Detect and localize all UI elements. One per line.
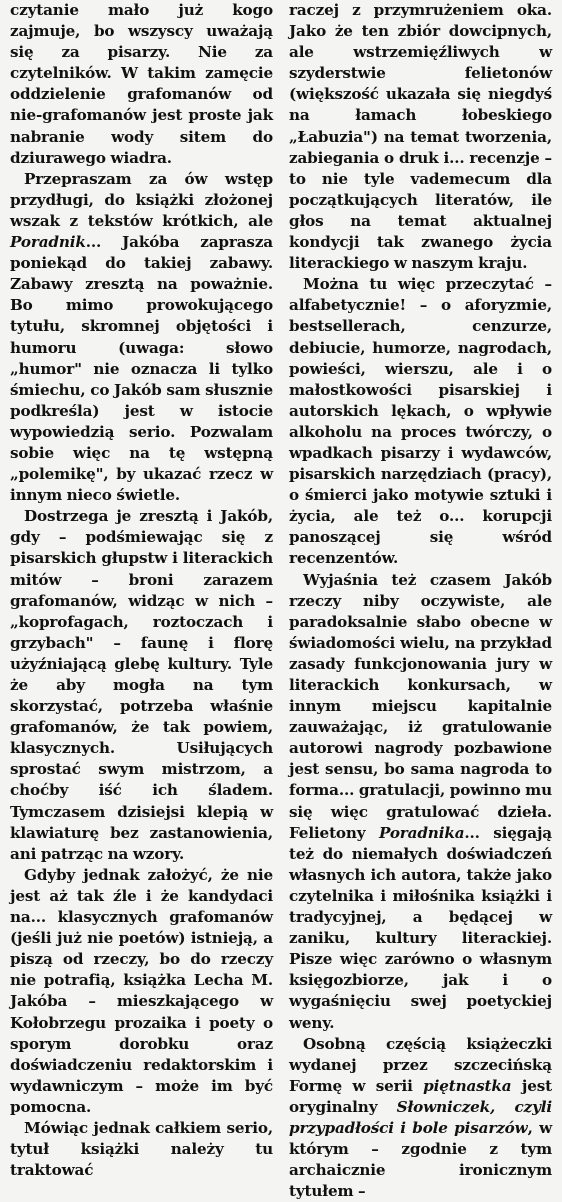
paragraph bbox=[289, 570, 552, 1034]
paragraph bbox=[10, 169, 273, 507]
text-run: Przepraszam za ów wstęp przydługi, do książki złożonej wszak z tekstów krótkich, ale bbox=[10, 169, 273, 230]
paragraph bbox=[10, 0, 273, 169]
text-run: Można tu więc przeczytać – alfabetycznie! – o aforyzmie, bestsellerach, cenzurze, debiucie, humorze, nagrodach, powieści, wierszu, ale i o małostkowości pisarskiej i autorskich lękach, o wpływie alkoholu na proces twórczy, o wpadkach pisarzy i wydawców, pisarskich narzędziach (pracy), o śmierci jako motywie sztuki i życia, ale też o... korupcji panoszącej się wśród recenzentów. bbox=[289, 275, 552, 568]
text-run: Dostrzega je zresztą i Jakób, gdy – podśmiewając się z pisarskich głupstw i literackich mitów – broni zarazem grafomanów, widząc w nich – „koprofagach, roztoczach i grzybach" – faunę i florę użyźniającą glebę kultury. Tyle że aby mogła na tym skorzystać, potrzeba właśnie grafomanów, że tak powiem, klasycznych. Usiłujących sprostać swym mistrzom, a choćby iść ich śladem. Tymczasem dzisiejsi klepią w klawiaturę bez zastanowienia, ani patrząc na wzory. bbox=[10, 507, 273, 863]
text-run: ... Jakóba zaprasza poniekąd do takiej zabawy. Zabawy zresztą na poważnie. Bo mimo prowokującego tytułu, skromnej objętości i humoru (uwaga: słowo „humor" nie oznacza li tylko śmiechu, co Jakób sam słusznie podkreśla) jest w istocie wypowiedzią serio. Pozwalam sobie więc na tę wstępną „polemikę", by ukazać rzecz w innym nieco świetle. bbox=[10, 233, 273, 505]
text-run: raczej z przymrużeniem oka. Jako że ten zbiór dowcipnych, ale wstrzemięźliwych w szyderstwie felietonów (większość ukazała się niegdyś na łamach łobeskiego „Łabuzia") na temat tworzenia, zabiegania o druk i... recenzje – to nie tyle vademecum dla początkujących literatów, ile głos na temat aktualnej kondycji tak zwanego życia literackiego w naszym kraju. bbox=[289, 1, 552, 273]
text-run: czytanie mało już kogo zajmuje, bo wszyscy uważają się za pisarzy. Nie za czytelników. W takim zamęcie oddzielenie grafomanów od nie-grafomanów jest proste jak nabranie wody sitem do dziurawego wiadra. bbox=[10, 1, 273, 167]
paragraph bbox=[289, 274, 552, 569]
text-run: ... sięgają też do niemałych doświadczeń własnych ich autora, także jako czytelnika i miłośnika książki i tradycyjnej, a będącej w zaniku, kultury literackiej. Pisze więc zarówno o własnym księgozbiorze, jak i o wygaśnięciu swej poetyckiej weny. bbox=[289, 823, 552, 1032]
article-column-left bbox=[10, 0, 273, 1180]
italic-title-run: Poradnika bbox=[378, 823, 465, 842]
italic-title-run: Poradnik bbox=[10, 233, 86, 252]
text-run: Osobną częścią książeczki wydanej przez szczecińską Formę w serii bbox=[289, 1034, 552, 1095]
text-run: , w którym – zgodnie z tym archaicznie ironicznym tytułem – bbox=[289, 1118, 552, 1201]
text-run: jest oryginalny bbox=[289, 1076, 552, 1116]
article-column-right bbox=[289, 0, 552, 1201]
italic-title-run: piętnastka bbox=[423, 1076, 512, 1095]
paragraph bbox=[289, 1034, 552, 1202]
paragraph bbox=[10, 1118, 273, 1181]
paragraph bbox=[10, 865, 273, 1118]
paragraph bbox=[10, 506, 273, 865]
text-run: Mówiąc jednak całkiem serio, tytuł książki należy tu traktować bbox=[10, 1118, 273, 1180]
paragraph bbox=[289, 0, 552, 274]
text-run: Gdyby jednak założyć, że nie jest aż tak źle i że kandydaci na... klasycznych grafomanów (jeśli już nie poetów) istnieją, a piszą od rzeczy, bo do rzeczy nie potrafią, książka Lecha M. Jakóba – mieszkającego w Kołobrzegu prozaika i poety o sporym dorobku oraz doświadczeniu redaktorskim i wydawniczym – może im być pomocna. bbox=[10, 865, 273, 1116]
italic-title-run: Słowniczek, czyli przypadłości i bole pisarzów bbox=[289, 1097, 552, 1137]
text-run: Wyjaśnia też czasem Jakób rzeczy niby oczywiste, ale paradoksalnie słabo obecne w świadomości wielu, na przykład zasady funkcjonowania jury w literackich konkursach, w innym miejscu kapitalnie zauważając, iż gratulowanie autorowi nagrody pozbawione jest sensu, bo sama nagroda to forma... gratulacji, powinno mu się więc gratulować dzieła. Felietony bbox=[289, 570, 552, 842]
